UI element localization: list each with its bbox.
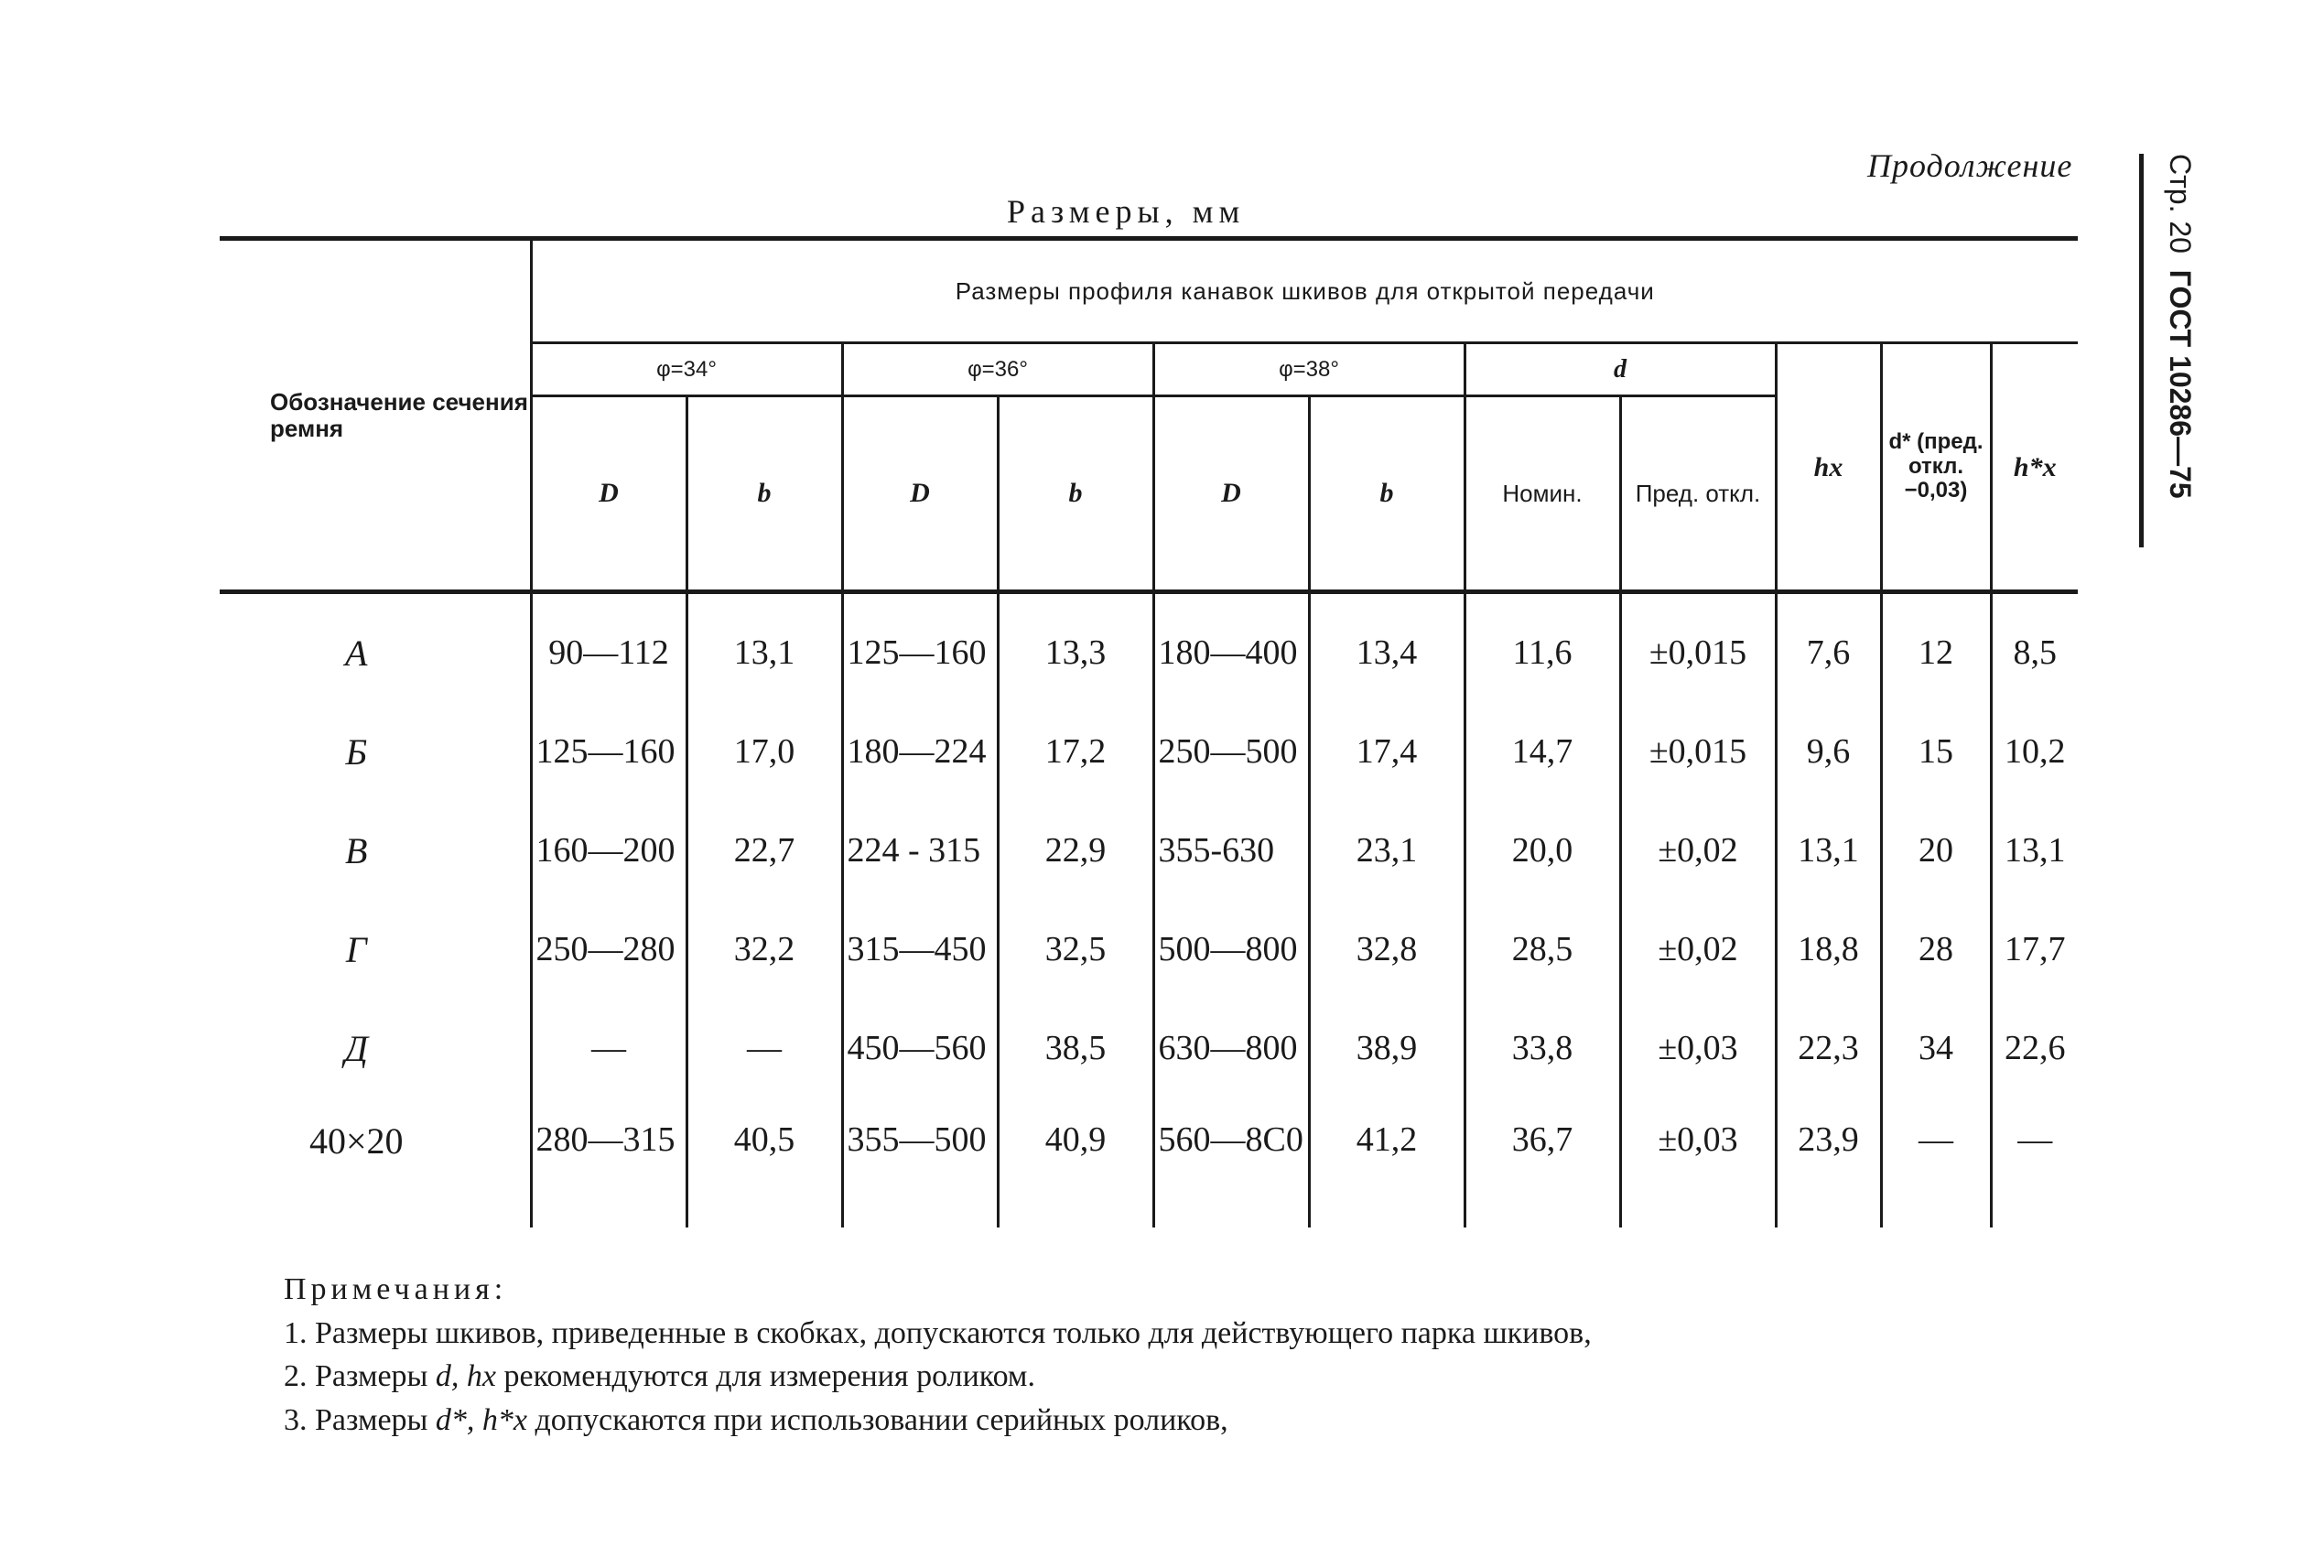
- cell: ±0,02: [1620, 801, 1776, 900]
- cell: 11,6: [1465, 592, 1620, 703]
- cell: ±0,015: [1620, 702, 1776, 801]
- cell: ±0,02: [1620, 900, 1776, 999]
- cell: 355-630: [1153, 801, 1309, 900]
- phi-36-header: φ=36°: [842, 343, 1153, 396]
- hxstar-header: [1991, 343, 2078, 592]
- page-number: Стр. 20: [2164, 154, 2197, 254]
- cell: 22,7: [686, 801, 842, 900]
- sub-D-36: D: [842, 396, 998, 592]
- cell: 560—8С0: [1153, 1098, 1309, 1227]
- standard-number: ГОСТ 10286—75: [2164, 269, 2197, 499]
- sub-D-38: D: [1153, 396, 1309, 592]
- hx-header: [1776, 343, 1881, 592]
- cell: 13,4: [1309, 592, 1465, 703]
- sub-deviation: Пред. откл.: [1620, 396, 1776, 592]
- cell: 20,0: [1465, 801, 1620, 900]
- section-cell: Б: [345, 730, 368, 773]
- cell: 13,1: [686, 592, 842, 703]
- cell: ±0,03: [1620, 999, 1776, 1098]
- cell: 32,5: [998, 900, 1153, 999]
- table-row: [220, 801, 2078, 900]
- cell: 13,3: [998, 592, 1153, 703]
- cell: 315—450: [842, 900, 998, 999]
- cell: 17,7: [1991, 900, 2078, 999]
- cell: 10,2: [1991, 702, 2078, 801]
- cell: 36,7: [1465, 1098, 1620, 1227]
- cell: 250—280: [531, 900, 686, 999]
- cell: 22,9: [998, 801, 1153, 900]
- cell: 15: [1881, 702, 1991, 801]
- cell: 34: [1881, 999, 1991, 1098]
- margin-rule: [2139, 154, 2144, 547]
- cell: 33,8: [1465, 999, 1620, 1098]
- cell: 17,2: [998, 702, 1153, 801]
- cell: 18,8: [1776, 900, 1881, 999]
- cell: 450—560: [842, 999, 998, 1098]
- page-standard-label: [2160, 154, 2197, 557]
- cell: 7,6: [1776, 592, 1881, 703]
- table-row: [220, 1098, 2078, 1227]
- section-cell: 40×20: [308, 1120, 404, 1162]
- cell: ±0,015: [1620, 592, 1776, 703]
- notes-block: [284, 1268, 1592, 1442]
- note-3: 3. Размеры d*, h*x допускаются при использовании серийных роликов,: [284, 1402, 1228, 1437]
- cell: 23,9: [1776, 1098, 1881, 1227]
- cell: 14,7: [1465, 702, 1620, 801]
- cell: 13,1: [1991, 801, 2078, 900]
- hx-symbol: hx: [1813, 451, 1843, 482]
- cell: 125—160: [842, 592, 998, 703]
- note-2: 2. Размеры d, hx рекомендуются для измерения роликом.: [284, 1359, 1035, 1394]
- cell: 20: [1881, 801, 1991, 900]
- cell: 28: [1881, 900, 1991, 999]
- phi-34-header: φ=34°: [531, 343, 842, 396]
- d-symbol: d: [1614, 354, 1627, 384]
- cell: 40,9: [998, 1098, 1153, 1227]
- table-row: [220, 900, 2078, 999]
- cell: 630—800: [1153, 999, 1309, 1098]
- hxstar-symbol: h*x: [2013, 451, 2057, 482]
- pulley-groove-table: [220, 236, 2078, 1227]
- cell: 125—160: [531, 702, 686, 801]
- sub-b-34: b: [686, 396, 842, 592]
- cell: 180—400: [1153, 592, 1309, 703]
- section-cell: Г: [345, 928, 367, 970]
- section-cell: В: [345, 829, 368, 871]
- cell: 38,9: [1309, 999, 1465, 1098]
- group-header: Размеры профиля канавок шкивов для открытой передачи: [531, 239, 2078, 343]
- cell: 160—200: [531, 801, 686, 900]
- cell: —: [1991, 1098, 2078, 1227]
- cell: 40,5: [686, 1098, 842, 1227]
- cell: 22,3: [1776, 999, 1881, 1098]
- cell: 23,1: [1309, 801, 1465, 900]
- cell: 22,6: [1991, 999, 2078, 1098]
- note-1: 1. Размеры шкивов, приведенные в скобках, допускаются только для действующего парка шкивов,: [284, 1315, 1592, 1350]
- sub-b-36: b: [998, 396, 1153, 592]
- cell: 17,0: [686, 702, 842, 801]
- note-3-symbols: d*, h*x: [435, 1402, 527, 1437]
- cell: 355—500: [842, 1098, 998, 1227]
- cell: 224 - 315: [842, 801, 998, 900]
- table-title: Размеры, мм: [1007, 193, 1246, 230]
- cell: ±0,03: [1620, 1098, 1776, 1227]
- d-group-header: [1465, 343, 1776, 396]
- cell: 38,5: [998, 999, 1153, 1098]
- cell: 17,4: [1309, 702, 1465, 801]
- cell: 32,8: [1309, 900, 1465, 999]
- cell: —: [686, 999, 842, 1098]
- cell: —: [531, 999, 686, 1098]
- cell: 13,1: [1776, 801, 1881, 900]
- cell: 12: [1881, 592, 1991, 703]
- cell: 250—500: [1153, 702, 1309, 801]
- cell: 500—800: [1153, 900, 1309, 999]
- phi-38-header: φ=38°: [1153, 343, 1465, 396]
- notes-heading: Примечания:: [284, 1272, 508, 1306]
- table-row: [220, 592, 2078, 703]
- cell: 32,2: [686, 900, 842, 999]
- continuation-label: Продолжение: [1867, 147, 2073, 184]
- sub-nominal: Номин.: [1465, 396, 1620, 592]
- section-cell: Д: [344, 1027, 368, 1069]
- cell: 9,6: [1776, 702, 1881, 801]
- cell: 280—315: [531, 1098, 686, 1227]
- note-2-symbols: d, hx: [435, 1359, 496, 1394]
- cell: 180—224: [842, 702, 998, 801]
- cell: 28,5: [1465, 900, 1620, 999]
- table-row: [220, 999, 2078, 1098]
- cell: —: [1881, 1098, 1991, 1227]
- section-column-header: Обозначение сечения ремня: [220, 239, 531, 592]
- table-row: [220, 702, 2078, 801]
- dstar-header: d* (пред. откл. −0,03): [1881, 343, 1991, 592]
- cell: 8,5: [1991, 592, 2078, 703]
- section-cell: А: [345, 632, 368, 674]
- sub-D-34: D: [531, 396, 686, 592]
- cell: 41,2: [1309, 1098, 1465, 1227]
- cell: 90—112: [531, 592, 686, 703]
- sub-b-38: b: [1309, 396, 1465, 592]
